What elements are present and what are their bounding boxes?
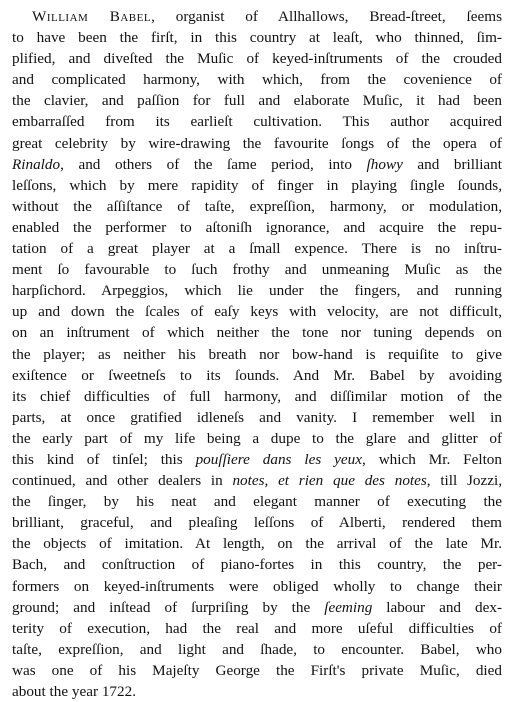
text-segment: leſſons, which by mere rapidity of finger in playing ſingle ſounds,	[12, 176, 502, 194]
text-line	[12, 449, 502, 470]
text-segment: plified, and diveſted the Muſic of keyed-inſtruments of the crouded	[12, 50, 502, 68]
text-segment: , which Mr. Felton	[361, 450, 502, 468]
subject-name: William Babel	[32, 8, 152, 25]
text-segment: continued, and other dealers in	[12, 472, 233, 490]
text-line	[12, 259, 502, 280]
text-line	[12, 133, 502, 154]
text-line	[12, 512, 502, 533]
text-line	[12, 386, 502, 407]
text-segment: without the aſſiſtance of taſte, expreſſion, harmony, or modulation,	[12, 197, 502, 215]
text-line	[12, 69, 502, 90]
text-segment: ment ſo favourable to ſuch frothy and unmeaning Muſic as the	[12, 261, 502, 279]
text-segment: its chief difficulties of full harmony, and diſſimilar motion of the	[12, 387, 502, 405]
text-line	[12, 280, 502, 301]
text-line	[12, 322, 502, 343]
text-segment: great celebrity by wire-drawing the favourite ſongs of the opera of	[12, 134, 502, 152]
text-line	[12, 301, 502, 322]
text-line	[12, 554, 502, 575]
text-line	[12, 597, 502, 618]
text-segment: the early part of my life being a dupe to the glare and glitter of	[12, 429, 502, 447]
text-segment: terity of execution, had the real and more uſeful difficulties of	[12, 619, 502, 637]
text-segment: taſte, expreſſion, and light and ſhade, to encounter. Babel, who	[12, 640, 502, 658]
italic-text: Rinaldo	[12, 155, 61, 173]
text-segment: labour and dex-	[372, 598, 503, 616]
text-line	[12, 576, 502, 597]
text-segment: ground; and inſtead of ſurpriſing by the	[12, 598, 325, 616]
text-line	[12, 90, 502, 111]
text-segment: the player; as neither his breath nor bow-hand is requiſite to give	[12, 345, 502, 363]
text-line	[12, 681, 502, 702]
text-line	[12, 238, 502, 259]
text-segment: exiſtence or ſweetneſs to its ſounds. And Mr. Babel by avoiding	[12, 366, 502, 384]
text-segment: enabled the performer to aſtoniſh ignorance, and acquire the repu-	[12, 218, 502, 236]
text-line	[12, 27, 502, 48]
text-line	[12, 470, 502, 491]
italic-text: pouſſiere dans les yeux	[195, 450, 362, 468]
text-line	[12, 533, 502, 554]
text-line	[12, 639, 502, 660]
text-segment: about the year 1722.	[12, 683, 136, 700]
text-segment: , and others of the ſame period, into	[60, 155, 367, 173]
text-segment: the clavier, and paſſion for full and elaborate Muſic, it had been	[12, 92, 502, 110]
text-segment: formers on keyed-inſtruments were obliged wholly to change their	[12, 577, 502, 595]
text-line	[12, 344, 502, 365]
text-line	[12, 175, 502, 196]
text-line	[12, 111, 502, 132]
italic-text: ſeeming	[324, 598, 373, 616]
text-segment: was one of his Majeſty George the Firſt's private Muſic, died	[12, 661, 502, 679]
text-line	[12, 660, 502, 681]
paragraph-william-babel	[12, 6, 502, 702]
italic-text: notes, et rien que des notes	[232, 472, 427, 490]
text-segment: harpſichord. Arpeggios, which lie under the fingers, and running	[12, 282, 502, 300]
text-segment: Bach, and conſtruction of piano-fortes in this country, the per-	[12, 556, 502, 574]
text-segment: and complicated harmony, with which, from the covenience of	[12, 71, 502, 89]
text-line	[12, 407, 502, 428]
text-segment: this kind of tinſel; this	[12, 450, 196, 468]
text-line	[12, 365, 502, 386]
text-segment: , organist of Allhallows, Bread-ſtreet, ſeems	[151, 8, 502, 25]
text-segment: up and down the ſcales of eaſy keys with velocity, are not difficult,	[12, 303, 502, 321]
text-segment: brilliant, graceful, and pleaſing leſſons of Alberti, rendered them	[12, 514, 502, 532]
text-segment: the objects of imitation. At length, on the arrival of the late Mr.	[12, 535, 502, 553]
text-line	[12, 154, 502, 175]
text-segment: parts, at once gratified idleneſs and vanity. I remember well in	[12, 408, 502, 426]
text-segment: to have been the firſt, in this country at leaſt, who thinned, ſim-	[12, 29, 502, 47]
italic-text: ſhowy	[366, 155, 403, 173]
text-line	[12, 217, 502, 238]
text-line	[12, 491, 502, 512]
text-segment: on an inſtrument of which neither the tone nor tuning depends on	[12, 324, 502, 342]
text-line	[12, 618, 502, 639]
text-line	[12, 48, 502, 69]
text-segment: tation of a great player at a ſmall expence. There is no inſtru-	[12, 240, 502, 258]
text-line	[12, 6, 502, 27]
text-line	[12, 428, 502, 449]
text-segment: and brilliant	[402, 155, 502, 173]
text-segment: , till Jozzi,	[426, 472, 502, 490]
text-segment: embarraſſed from its earlieſt cultivation. This author acquired	[12, 113, 502, 131]
text-line	[12, 196, 502, 217]
text-segment: the ſinger, by his neat and elegant manner of executing the	[12, 493, 502, 511]
